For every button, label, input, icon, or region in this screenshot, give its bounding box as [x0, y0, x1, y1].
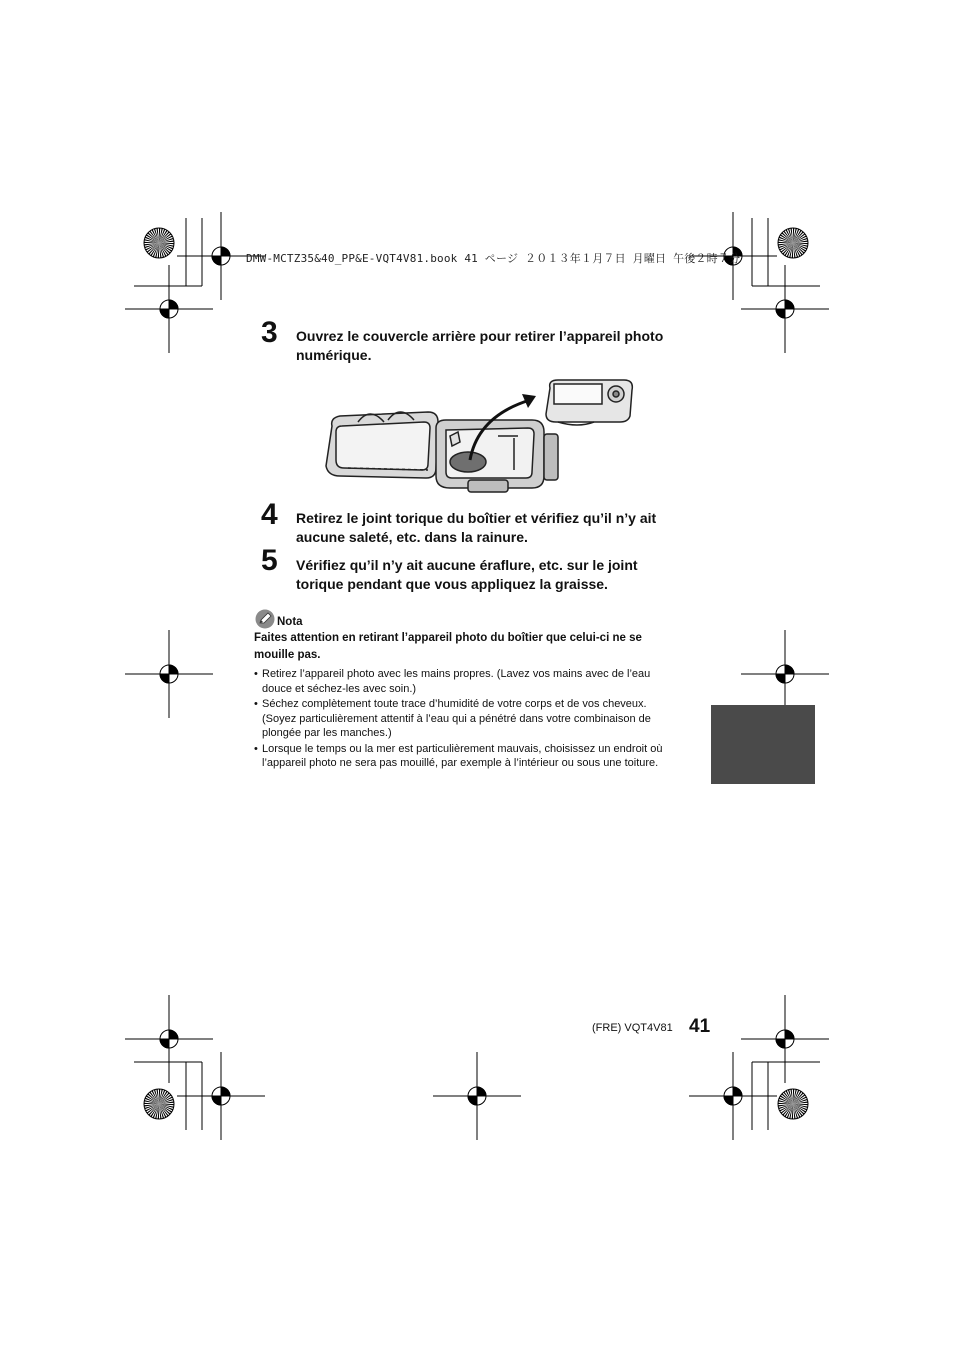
step-4-line-2: aucune saleté, etc. dans la rainure. — [296, 529, 528, 545]
crosshair-mark — [125, 995, 213, 1083]
nota-warning — [254, 630, 704, 664]
section-tab — [711, 705, 815, 784]
book-file-header: DMW-MCTZ35&40_PP&E-VQT4V81.book 41 ページ ２０１３年１月７日 月曜日 午後２時７分 — [246, 252, 741, 265]
step-number-3: 3 — [261, 316, 278, 349]
nota-heading — [255, 609, 303, 629]
step-5-line-2: torique pendant que vous appliquez la graisse. — [296, 576, 608, 592]
camera — [546, 380, 632, 425]
bullet-2-line-1: • Séchez complètement toute trace d’humidité de votre corps et de vos cheveux. — [262, 697, 647, 710]
crosshair-mark — [125, 630, 213, 718]
page-number: 41 — [689, 1016, 711, 1037]
step-number-4: 4 — [261, 498, 278, 531]
bullet-1-line-2: douce et séchez-les avec soin.) — [262, 682, 417, 695]
crosshair-mark — [433, 1052, 521, 1140]
nota-label: Nota — [277, 616, 303, 628]
nota-warning-line-2: mouille pas. — [254, 649, 321, 661]
housing-rear-cover — [326, 412, 438, 478]
star-target-mark — [144, 228, 174, 258]
bullet-1-line-1: • Retirez l’appareil photo avec les mains propres. (Lavez vos mains avec de l’eau — [262, 668, 651, 680]
star-target-mark — [778, 228, 808, 258]
bullet-2-line-2: (Soyez particulièrement attentif à l’eau qui a pénétré dans votre combinaison de — [262, 712, 651, 725]
step-5-line-1: Vérifiez qu’il n’y ait aucune éraflure, etc. sur le joint — [296, 557, 638, 573]
footer-code: (FRE) VQT4V81 — [592, 1022, 673, 1034]
step-4-text — [296, 509, 656, 547]
nota-bullet-list — [254, 667, 702, 771]
list-item — [254, 697, 702, 741]
crosshair-mark — [741, 995, 829, 1083]
bullet-3-line-1: • Lorsque le temps ou la mer est particulièrement mauvais, choisissez un endroit où — [262, 742, 663, 755]
step-4-line-1: Retirez le joint torique du boîtier et vérifiez qu’il n’y ait — [296, 510, 657, 526]
list-item — [254, 667, 702, 697]
star-target-mark — [778, 1089, 808, 1119]
step-3-text — [296, 327, 663, 365]
housing-body — [436, 420, 558, 492]
step-5-text — [296, 556, 638, 594]
star-target-mark — [144, 1089, 174, 1119]
list-item — [254, 742, 702, 772]
crosshair-mark — [741, 265, 829, 353]
crosshair-mark — [689, 1052, 777, 1140]
step-3-line-2: numérique. — [296, 347, 372, 363]
nota-warning-line-1: Faites attention en retirant l’appareil photo du boîtier que celui-ci ne se — [254, 632, 642, 644]
bullet-2-line-3: plongée par les manches.) — [262, 727, 392, 740]
pencil-note-icon — [255, 609, 275, 629]
crosshair-mark — [125, 265, 213, 353]
step-3-line-1: Ouvrez le couvercle arrière pour retirer l’appareil photo — [296, 328, 664, 344]
camera-removal-illustration — [318, 376, 638, 502]
crosshair-mark — [177, 1052, 265, 1140]
step-number-5: 5 — [261, 544, 278, 577]
bullet-3-line-2: l’appareil photo ne sera pas mouillé, par exemple à l’intérieur ou sous une toiture. — [262, 757, 659, 770]
